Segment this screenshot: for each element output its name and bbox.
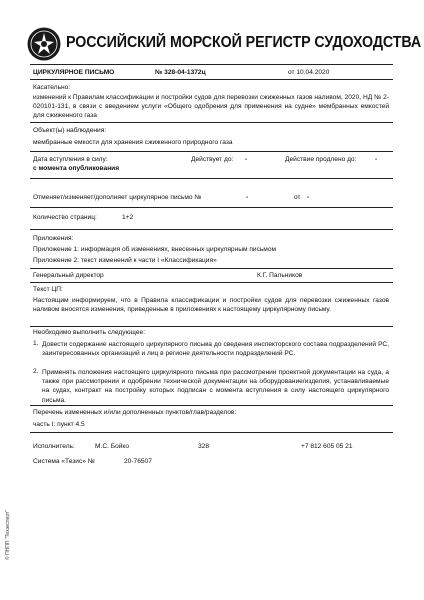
system-label: Система «Тезис» № (33, 458, 95, 465)
cancels-number: - (246, 194, 249, 201)
divider (30, 326, 393, 327)
effective-date-value: с момента опубликования (33, 165, 120, 172)
attachments-label: Приложения: (33, 235, 74, 242)
divider (30, 207, 393, 208)
attachment-item: Приложение 1: информация об изменениях, внесенных циркулярным письмом (33, 246, 277, 253)
executor-phone: +7 812 605 05 21 (301, 443, 353, 450)
extended-until-value: - (375, 156, 378, 163)
system-value: 20-76507 (124, 458, 152, 465)
effective-date-label: Дата вступления в силу: (33, 156, 108, 163)
actions-label: Необходимо выполнить следующее: (33, 329, 146, 336)
side-watermark-text: © ПНПП "Техэксперт" (5, 509, 11, 560)
divider (30, 282, 393, 283)
executor-code: 328 (198, 443, 210, 450)
executor-label: Исполнитель: (33, 443, 75, 450)
cancels-from-label: от (294, 194, 301, 201)
body-text: Настоящим информируем, что в Правила классификации и постройки судов для перевозки сжиженных газов наливом вносятся изменения, приведенные в приложениях к настоящему циркулярному письму. (33, 297, 389, 314)
cancels-label: Отменяет/изменяет/дополняет циркулярное письмо № (33, 194, 202, 201)
divider (30, 432, 393, 433)
signer-position: Генеральный директор (33, 272, 104, 279)
divider (30, 178, 393, 179)
divider (30, 79, 393, 80)
letter-type: ЦИРКУЛЯРНОЕ ПИСЬМО (33, 69, 115, 76)
action-number: 1. (33, 340, 39, 347)
letter-number: № 328-04-1372ц (155, 69, 206, 76)
valid-until-label: Действует до: (191, 156, 234, 163)
divider (30, 229, 393, 230)
changed-label: Перечень измененных и/или дополненных пунктов/глав/разделов: (33, 409, 237, 416)
subject-label: Касательно: (33, 84, 71, 91)
valid-until-value: - (245, 156, 248, 163)
extended-until-label: Действие продлено до: (285, 156, 357, 163)
objects-label: Объект(ы) наблюдения: (33, 127, 107, 134)
action-number: 2. (33, 368, 39, 375)
action-text: Применять положения настоящего циркулярного письма при рассмотрении проектной документации на суда, а также при рассмотрении и одобрении технической документации на оборудование/изделия, устанавливаемые на судах, контракт на постройку которых подписан с момента вступления в силу настоящего циркулярного письма. (42, 369, 389, 404)
objects-text: мембранные емкости для хранения сжиженного природного газа (33, 139, 233, 146)
divider (30, 405, 393, 406)
divider (30, 122, 393, 123)
body-label: Текст ЦП: (33, 286, 63, 293)
pages-value: 1+2 (122, 214, 134, 221)
attachment-item: Приложение 2: текст изменений к части I «Классификация» (33, 257, 217, 264)
cancels-from-value: - (307, 194, 310, 201)
rs-logo-emblem (27, 27, 61, 61)
changed-value: часть I: пункт 4.5 (33, 421, 85, 428)
divider (30, 151, 393, 152)
action-text: Довести содержание настоящего циркулярного письма до сведения инспекторского состава подразделений РС, заинтересованных организаций и лиц в регионе деятельности подразделений РС. (42, 341, 389, 358)
divider (30, 64, 393, 65)
divider (30, 268, 393, 269)
signer-name: К.Г. Пальников (257, 272, 303, 279)
brand-title: РОССИЙСКИЙ МОРСКОЙ РЕГИСТР СУДОХОДСТВА (66, 34, 422, 51)
letter-date: от 10.04.2020 (288, 69, 330, 76)
pages-label: Количество страниц: (33, 214, 97, 221)
executor-name: М.С. Бойко (95, 443, 130, 450)
subject-text: изменений к Правилам классификации и постройки судов для перевозки сжиженных газов наливом, 2020, НД № 2-020101-131, в связи с введением услуги «Общего одобрения для применения на судне» мембранных емкостей для сжиженного газа (33, 94, 389, 120)
